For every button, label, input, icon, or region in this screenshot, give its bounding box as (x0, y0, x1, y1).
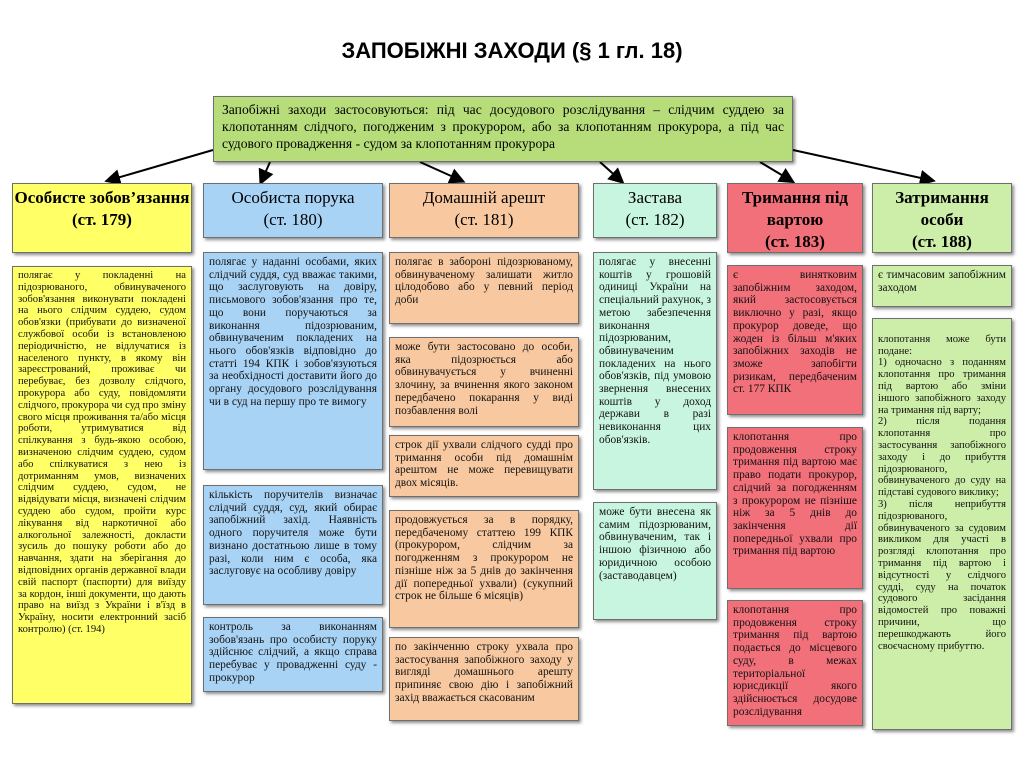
personal-guarantee-box-1 (203, 252, 383, 470)
heading-article: (ст. 183) (765, 232, 825, 251)
personal-guarantee-box-3 (203, 617, 383, 692)
box-text: кількість поручителів визначає слідчий суддя, суд, який обирає запобіжний захід. Наявність одного поручителя може бути визнано достатньою лише в тому разі, коли ним є особа, яка заслуговує на особливу довіру (209, 489, 377, 578)
arrow-to-col3 (420, 162, 460, 180)
bail-box-2 (593, 502, 717, 620)
personal-obligation-heading (12, 183, 192, 253)
heading-article: (ст. 179) (72, 210, 132, 229)
box-text: полягає у наданні особами, яких слідчий суддя, суд вважає такими, що заслуговують на довіру, письмового зобов'язання про те, що вони поручаються за виконання підозрюваним, обвинуваченим покладених на нього обов'язків відповідно до статті 194 КПК і зобов'язуються за необхідності доставити його до органу досудового розслідування чи в суд на першу про те вимогу (209, 256, 377, 408)
top-condition-text: Запобіжні заходи застосовуються: під час досудового розслідування – слідчим суддею за клопотанням слідчого, погодженим з прокурором, або за клопотанням прокурора, а під час судового провадження - судом за клопотанням прокурора (222, 102, 784, 151)
box-text: клопотання про продовження строку тримання під вартою подається до місцевого суду, в межах територіальної юрисдикції якого здійснюється досудове розслідування (733, 604, 857, 718)
arrow-to-col4 (600, 162, 620, 180)
box-text: може бути застосовано до особи, яка підозрюється або обвинувачується у вчиненні злочину, за вчинення якого законом передбачено покарання у виді позбавлення волі (395, 341, 573, 417)
arrow-to-col1 (110, 150, 213, 180)
heading-article: (ст. 188) (912, 232, 972, 251)
house-arrest-box-5 (389, 637, 579, 721)
heading-article: (ст. 181) (454, 210, 514, 229)
heading-name: Домашній арешт (422, 188, 546, 207)
box-text: клопотання може бути подане: 1) одночасно з поданням клопотання про тримання під вартою або зміни іншого запобіжного заходу на тримання під варту; 2) після подання клопотання про застосування запобіжного заходу і до прибуття підозрюваного, обвинуваченого до суду на підставі судового виклику; 3) після неприбуття підозрюваного, обвинуваченого за судовим викликом для участі в розгляді клопотання про тримання під вартою і відсутності у слідчого судді, суду на початок судового засідання відомостей про поважні причини, що перешкоджають його своєчасному прибуттю. (878, 333, 1006, 652)
detention-box-3 (727, 600, 863, 726)
house-arrest-heading (389, 183, 579, 238)
heading-name: Застава (627, 188, 683, 207)
arrow-to-col6 (793, 150, 930, 180)
house-arrest-box-3 (389, 435, 579, 497)
detention-heading (727, 183, 863, 253)
box-text: полягає у покладенні на підозрюваного, обвинуваченого зобов'язання виконувати покладені на нього слідчим суддею, судом обов'язки (прибувати до визначеної службової особи із встановленою періодичністю, не відлучатися із населеного пункту, в якому він зареєстрований, проживає чи перебуває, без дозволу слідчого, прокурора або суду, повідомляти слідчого, прокурора чи суд про зміну свого місця проживання та/або місця роботи, утримуватися від спілкування з будь-якою особою, визначеною слідчим суддею, судом або спілкуватися з нею із дотриманням умов, визначених слідчим суддею, судом, не відвідувати місця, визначені слідчим суддею або судом, пройти курс лікування від наркотичної або алкогольної залежності, докласти зусиль до пошуку роботи або до навчання, здати на зберігання до відповідних органів державної влади свій паспорт (паспорти) для виїзду за кордон, інші документи, що дають право на виїзд з України і в'їзд в Україну, носити електронний засіб контролю) (ст. 194) (18, 270, 186, 635)
bail-box-1 (593, 252, 717, 490)
detention-box-1 (727, 265, 863, 415)
house-arrest-box-2 (389, 337, 579, 427)
arrow-to-col5 (760, 162, 790, 180)
detention-box-2 (727, 427, 863, 589)
box-text: полягає в забороні підозрюваному, обвинуваченому залишати житло цілодобово або у певний період доби (395, 256, 573, 307)
personal-guarantee-heading (203, 183, 383, 238)
personal-guarantee-box-2 (203, 485, 383, 605)
arrest-box-1 (872, 265, 1012, 307)
heading-name: Особисте зобов’язання (14, 188, 190, 207)
heading-name: Особиста порука (231, 188, 355, 207)
box-text: контроль за виконанням зобов'язань про особисту поруку здійснює слідчий, а якщо справа перебуває у провадженні суду - прокурор (209, 621, 377, 684)
heading-article: (ст. 180) (263, 210, 323, 229)
box-text: клопотання про продовження строку тримання під вартою має право подати прокурор, слідчий за погодженням з прокурором не пізніше ніж за 5 днів до закінчення дії попередньої ухвали про тримання під вартою (733, 431, 857, 558)
heading-name: Затримання особи (895, 188, 989, 229)
personal-obligation-box-1 (12, 266, 192, 704)
arrow-to-col2 (262, 162, 270, 180)
bail-heading (593, 183, 717, 238)
box-text: строк дії ухвали слідчого судді про тримання особи під домашнім арештом не може перевищувати двох місяців. (395, 439, 573, 490)
box-text: продовжується за в порядку, передбаченому статтею 199 КПК (прокурором, слідчим за погодженням з прокурором не пізніше ніж за 5 днів до закінчення дії попередньої ухвали) (сукупний строк не більше 6 місяців) (395, 514, 573, 603)
top-condition-box (213, 96, 793, 162)
arrest-heading (872, 183, 1012, 253)
house-arrest-box-1 (389, 252, 579, 324)
heading-name: Тримання під вартою (741, 188, 849, 229)
arrest-box-2 (872, 318, 1012, 730)
box-text: є тимчасовим запобіжним заходом (878, 269, 1006, 294)
box-text: може бути внесена як самим підозрюваним, обвинуваченим, так і іншою фізичною або юридичною особою (заставодавцем) (599, 506, 711, 582)
house-arrest-box-4 (389, 510, 579, 628)
box-text: є винятковим запобіжним заходом, який застосовується виключно у разі, якщо прокурор доведе, що жоден із більш м'яких запобіжних заходів не зможе запобігти ризикам, передбаченим ст. 177 КПК (733, 269, 857, 396)
box-text: по закінченню строку ухвала про застосування запобіжного заходу у вигляді домашнього арешту припиняє свою дію і запобіжний захід вважається скасованим (395, 641, 573, 704)
page-title: ЗАПОБІЖНІ ЗАХОДИ (§ 1 гл. 18) (341, 38, 683, 63)
heading-article: (ст. 182) (625, 210, 685, 229)
box-text: полягає у внесенні коштів у грошовій одиниці України на спеціальний рахунок, з метою забезпечення виконання підозрюваним, обвинуваченим покладених на нього обов'язків, під умовою звернення внесених коштів у доход держави в разі невиконання цих обов'язків. (599, 256, 711, 446)
